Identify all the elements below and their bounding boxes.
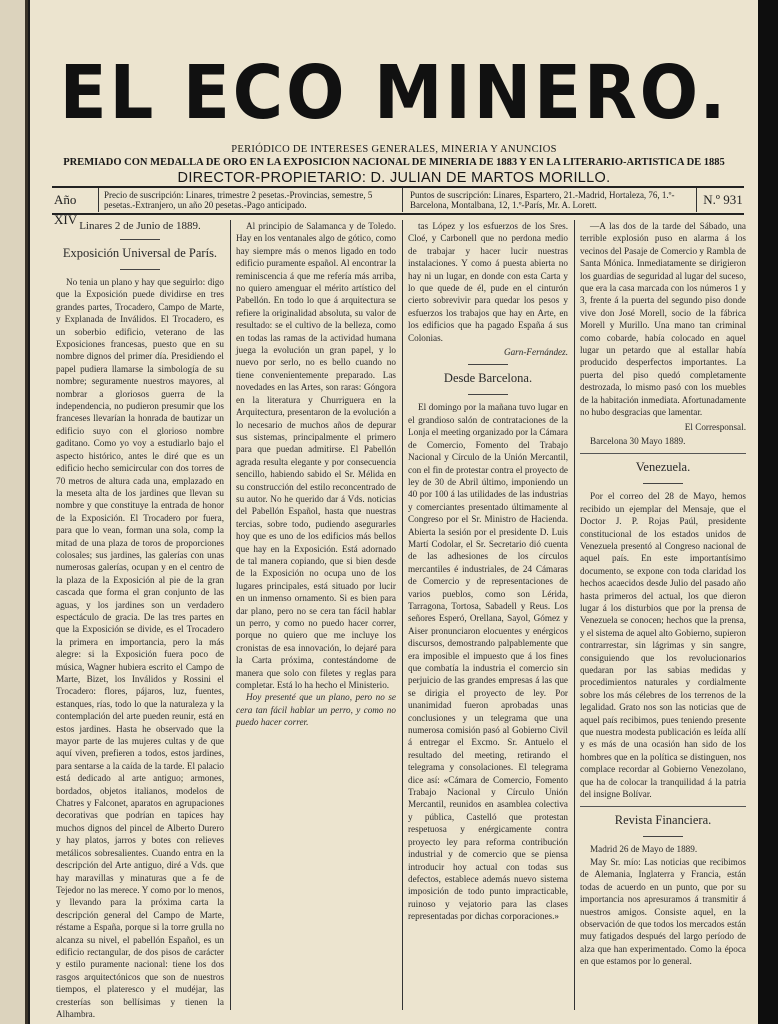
- column-1: [56, 220, 224, 1019]
- signature: Garn-Fernández.: [503, 347, 568, 358]
- newspaper-page: [30, 0, 758, 1024]
- year-label: Año XIV: [54, 192, 78, 227]
- article-body: May Sr. mío: Las noticias que recibimos de Alemania, Inglaterra y Francia, están todas de acuerdo en un punto, que por su importancia nos apresuramos á transmitir á nuestros amigos. Consiste aquel, en la observación de que todos los mercados están muy fatigados después del largo período de alza que han experimentado. Como la época en que estamos por lo general.: [580, 856, 746, 967]
- dateline: Madrid 26 de Mayo de 1889.: [590, 844, 698, 855]
- place-date: Barcelona 30 Mayo 1889.: [590, 435, 686, 446]
- column-divider: [230, 220, 231, 1010]
- issue-number: N.º 931: [703, 192, 743, 207]
- masthead-subtitle: PERIÓDICO DE INTERESES GENERALES, MINERIA Y ANUNCIOS: [231, 144, 557, 155]
- column-divider: [574, 220, 575, 1010]
- signature: El Corresponsal.: [684, 421, 746, 432]
- scan-background: [758, 0, 778, 1024]
- subscription-points: Puntos de suscripción: Linares, Espartero, 21.-Madrid, Hortaleza, 76, 1.º-Barcelona, Montalbana, 12, 1.º-París, Mr. A. Lorett.: [410, 190, 675, 210]
- bottom-info-rule: [52, 213, 744, 215]
- article-headline: Exposición Universal de París.: [62, 246, 218, 260]
- article-body: tas López y los esfuerzos de los Sres. Cloé, y Carbonell que no perdona medio de trabajar y hacer lucir nuestras instalaciones. Y como á puesta abierta no hay ni un lugar, en donde con esta Carta y lo que quede de él, pude en el cinturón cierto sobrevivir para quedar los pesos y esfuerzos los trabajos que hay en Arte, en los edificios que ha pagado España á sus Colonias.: [408, 221, 568, 343]
- masthead-title: EL ECO MINERO.: [59, 50, 729, 136]
- column-3: [408, 220, 568, 1010]
- masthead-award: PREMIADO CON MEDALLA DE ORO EN LA EXPOSICION NACIONAL DE MINERIA DE 1883 Y EN LA LITERARIO-ARTISTICA DE 1885: [63, 157, 725, 168]
- adjacent-page-edge: [0, 0, 28, 1024]
- article-body: No tenia un plano y hay que seguirlo: digo que la Exposición puede dividirse en tres grandes partes, Trocadero, Campo de Marte, y Explanada de Inválidos. El Trocadero, es un soberbio edificio, veterano de las Exposiciones francesas, puesto que en su nombre dignos del primer día. Presidiendo el papel pudiera llamarse la simbología de su nombre; seguramente nuestros mayores, al nombrar a gloriosos guerra de la independencia, no pudieron presumir que los franceses llevarían la honrada de bautizar un edificio suyo con el glorioso nombre gaditano. Como yo voy a estudiarlo bajo el aspecto histórico, antes le diré que es un edificio hecho semicircular con dos torres de 70 metros de altura cada una, emplazado en la meseta alta de los jardines que llevan su nombre y que constituye la entrada de honor de la Exposición. El Trocadero por fuera, para que lo vean, forman una sola, comp la mitad de una plaza de toros de proporciones colosales; sus jardines, las galerías con unas numerosas galerías, ocupan y en el centro de la plaza de la Exposición al pie de la gran cascada que forma el gran conjunto de las aguas, y los jardines son un verdadero espectáculo de gracia. De las tres partes en que la Exposición se divide, es el Trocadero la primera en importancia, pero la más alegre: si la Exposición fuera poco de música, Wagner hubiera escrito el Campo de Marte, Bizet, los Inválidos y Rossini el Trocadero: flores, pájaros, luz, fuentes, estanques, rías, todo lo que la naturaleza y la contemplación del arte pueden reunir, está en estos jardines. Hasta he observado que la mayor parte de las mujeres cultas y de que aquí viven, prefieren a todos, estos jardines, para sentarse a la caída de la tarde. El palacio está dedicado al arte antiguo; armones, bordados, objetos italianos, modelos de Chatres y Falconet, aparatos en agrupaciones decorativas que podrían en tapices hay muchos dignos del pincel de Alberto Durero y hay platos, jarros y botes con relieves metálicos sobresalientes. Cuando entra en la descripción del Arte antiguo, diré a Vds. que hay maravillas y minaturas que a fe de Tejedor no las merece. Y como por lo menos, y llevando para la próxima carta la descripción general del Campo de Marte, réstame a España, porque si la torre grulla no alcanza su nivel, el pabellón Español, es un edificio rectangular, de dos pisos de carácter y estilo puramente nacional: tiene los dos rasgos arquitectónicos que son de nuestros tiempos, el plateresco y el mudéjar, las cresterías son bellísimas y tienen la Alhambra.: [56, 277, 224, 1019]
- article-headline: Venezuela.: [635, 460, 691, 475]
- dateline: Linares 2 de Junio de 1889.: [79, 220, 201, 232]
- article-body: El domingo por la mañana tuvo lugar en el grandioso salón de contrataciones de la Lonja el meeting organizado por la Cámara de Comercio, Fomento del Trabajo Nacional y Círculo de la Unión Mercantil, con el fin de protestar contra el proyecto de ley de 30 de Abril último, imponiendo un 40 por 100 á las utilidades de las industrias y comerciantes presentado últimamente al Congreso por el Sr. Ministro de Hacienda. Abierta la sesión por el presidente D. Luis Martí Codolar, el Sr. Secretario dió cuenta de las adhesiones de los círculos mercantiles é industriales, de 24 Cámaras de Comercio y de representaciones de varios pueblos, como son Lérida, Tarragona, Tortosa, Sabadell y Reus. Los señores Esperó, Orellana, Sayol, Gómez y Aiser pronunciaron elocuentes y enérgicos discursos, demostrando palpablemente que era imposible el impuesto que á los fines que combatía la industria el comercio sin perjuicio de las grandes empresas á las que se dirigia el proyecto de ley. Por unanimidad fueron aprobadas unas conclusiones y un telegrama que una numerosa comisión pasó al Gobierno Civil á entregar el Excmo. Sr. Antuelo el resultado del meeting, retirando el telegrama y consolaciones. El telegrama dice así: «Cámara de Comercio, Fomento Trabajo Nacional y Círculo Unión Mercantil, reunidos en asamblea colectiva y pública, Castelló que protestan respetuosa y enérgicamente contra proyecto ley para reforma contribución industrial y de comercio que se piensa introducir hoy actual con todas sus defectos, establece además nuevo sistema imposición de todo punto impracticable, ruinoso y vejatorio para las clases representadas por dichas corporaciones.»: [408, 402, 568, 922]
- article-body: Por el correo del 28 de Mayo, hemos recibido un ejemplar del Mensaje, que el Doctor J. P. Rojas Paúl, presidente constitucional de los estados unidos de Venezuela presentó al Congreso nacional de aquel país. En este importantísimo documento, se expone con toda claridad los hechos acaecidos desde Julio del pasado año hasta primeros del actual, los que dieron lugar á los disturbios que por la prensa de Venezuela se conocen; hechos que la prensa, y el sistema de aquel alto Gobierno, supieron contrarrestar, sin lágrimas y sin sangre, consiguiendo que los revolucionarios quedaran por las sabias medidas y procedimientos naturales y cordialmente sobre los más célebres de los terrenos de la legalidad. Grato nos son las noticias que de aquel país recibimos, pues teniendo presente que nuestra modesta publicación es leída allí y es más de una ocasión han sido de los hombres que en la política se distinguen, nos complace recordar al Gobierno Venezolano, que ha de colocar la tranquilidad á la patria del insigne Bolívar.: [580, 491, 746, 800]
- article-body: Al principio de Salamanca y de Toledo. Hay en los ventanales algo de gótico, como hay siempre más o menos ligado en todo edificio puramente español. Al encontrar la reminiscencia á que me refería más arriba, no quiero amenguar el mérito artístico del Pabellón. En todo lo que á arquitectura se refiere la originalidad absoluta, su valor de resultado: se el cultivo de la belleza, como en todas las ramas de la actividad humana juega la evolución un gran papel, y lo nuevo por serlo, no es bello cuando no tiene convenientemente preparado. Las novedades en las Artes, son raras: Góngora en la literatura y Churriguera en la Arquitectura, presentaron de la evolución a lo necesario de muchos años de depurar sus sistemas, principalmente el primero para que puedan admitirse. El Pabellón agrada resulta elegante y por consecuencia sencillo, habiendo sabido el Sr. Mélida en su construcción del estilo reconcentrado de su autor. No he querido dar á Vds. noticias del Pabellón Español, hasta que nuestras tercias, sobre todo, pudiendo asegurarles hoy que es uno de los edificios más bellos que hay en la Exposición. Está adornado de tal manera copiando, que si bien desde de la Exposición no ocupa uno de los lugares principales, está situado por lucir en un inmenso ornamento. Si es bien para dar plano, pero no se cera tan fácil hablar un perro, y como no puedo hacer correr, porque no quiero que me incluye los cronistas de esa innovación, lo dejaré para la Carta próxima, contestándome de manera que solo con filetes y reglas para completar. Está lo ha hecho el Ministerio.: [236, 221, 396, 691]
- subscription-price: Precio de suscripción: Linares, trimestre 2 pesetas.-Provincias, semestre, 5 pesetas.-Extranjero, un año 20 pesetas.-Pago anticipado.: [104, 190, 373, 210]
- article-headline: Revista Financiera.: [614, 813, 712, 828]
- column-2: [236, 220, 396, 1010]
- column-divider: [402, 220, 403, 1010]
- article-headline: Desde Barcelona.: [443, 371, 533, 386]
- column-4: [580, 220, 746, 1010]
- article-body: —A las dos de la tarde del Sábado, una terrible explosión puso en alarma á los vecinos del Pasaje de Comercio y Rambla de Santa Mónica. Inmediatamente se dirigieron los guardias de seguridad al lugar del suceso, que era la casa marcada con los números 1 y 3, frente á la puerta del segundo piso donde vive don José Morell, socio de la fábrica Morell y Murillo. Una mano tan criminal como cobarde, había colocado en aquel lugar un petardo que al estallar había producido desperfectos importantes. La puerta del piso quedó completamente destrozada, lo mismo pasó con los muebles de la habitación inmediata. Afortunadamente no hubo desgracias que lamentar.: [580, 221, 746, 418]
- masthead-director: DIRECTOR-PROPIETARIO: D. JULIAN DE MARTOS MORILLO.: [177, 170, 611, 186]
- article-closing: Hoy presenté que un plano, pero no se cera tan fácil hablar un perro, y como no puedo hacer correr.: [236, 692, 396, 728]
